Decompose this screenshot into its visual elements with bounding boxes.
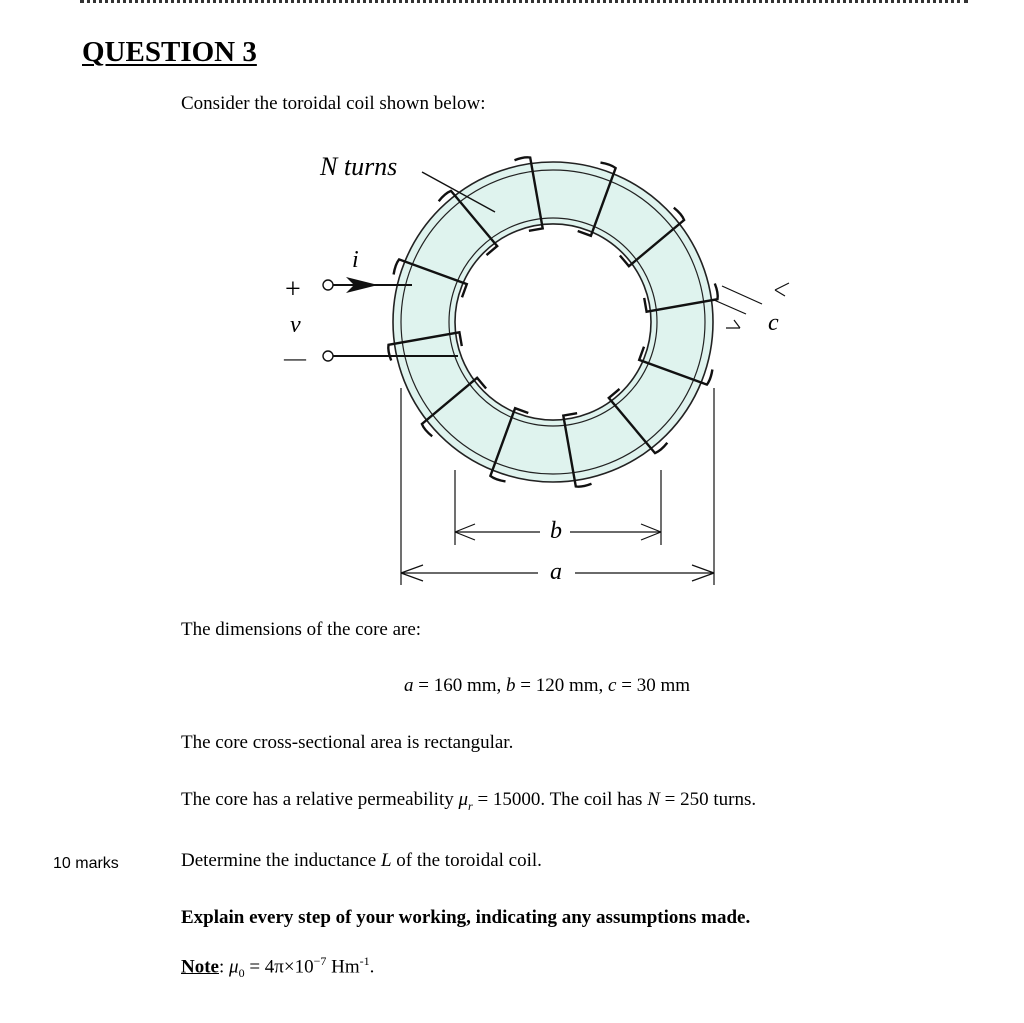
- dim-c-line-2: [714, 300, 746, 314]
- dim-a-label: a: [550, 559, 562, 585]
- dim-c-value: = 30 mm: [616, 675, 691, 696]
- mu0-unit-exponent: -1: [359, 954, 370, 968]
- dim-c-line-1: [722, 286, 762, 304]
- dim-b-symbol: b: [506, 675, 516, 696]
- dim-c-label: c: [768, 310, 779, 336]
- cross-section-text: The core cross-sectional area is rectangular.: [181, 732, 514, 753]
- l-symbol: L: [380, 850, 392, 871]
- instruction-text: Explain every step of your working, indicating any assumptions made.: [181, 907, 751, 928]
- dim-a-value: = 160 mm,: [413, 675, 507, 696]
- mu-r-value: = 15000: [472, 789, 541, 810]
- mu0-exponent: −7: [313, 954, 327, 968]
- marks-label: 10 marks: [53, 855, 119, 872]
- toroid-figure: [270, 140, 810, 600]
- toroid-core: [393, 162, 713, 482]
- note-end: .: [369, 956, 375, 978]
- question-title: QUESTION 3: [82, 36, 257, 68]
- note-colon: :: [218, 956, 230, 978]
- permeability-prefix: The core has a relative permeability: [181, 789, 459, 810]
- n-value: = 250 turns.: [659, 789, 757, 810]
- plus-label: +: [285, 274, 301, 305]
- mu0-subscript: 0: [238, 966, 245, 981]
- mu0-unit: Hm: [326, 956, 360, 978]
- current-label: i: [352, 247, 359, 273]
- task-prefix: Determine the inductance: [181, 850, 381, 871]
- dim-c-arrow-1: [775, 283, 789, 296]
- terminal-bottom: [323, 351, 333, 361]
- task-suffix: of the toroidal coil.: [391, 850, 542, 871]
- top-dotted-rule: [80, 0, 968, 3]
- dim-c-arrow-2: [726, 320, 740, 328]
- mu-r-symbol: μ: [458, 789, 469, 810]
- note-label: Note: [181, 956, 219, 978]
- dimensions-intro: The dimensions of the core are:: [181, 619, 422, 640]
- minus-label: —: [284, 345, 306, 370]
- permeability-middle: . The coil has: [540, 789, 648, 810]
- terminal-top: [323, 280, 333, 290]
- dim-c-symbol: c: [608, 675, 617, 696]
- mu0-symbol: μ: [229, 956, 239, 978]
- mu0-value: = 4π×10: [244, 956, 314, 978]
- n-turns-label: N turns: [320, 152, 398, 181]
- dim-b-value: = 120 mm,: [515, 675, 609, 696]
- dim-b-label: b: [550, 518, 562, 544]
- mu-r-subscript: r: [468, 798, 473, 813]
- task-text: [181, 850, 542, 872]
- dim-a-symbol: a: [403, 675, 414, 696]
- dimensions-values: [0, 675, 1024, 697]
- intro-text: Consider the toroidal coil shown below:: [181, 93, 486, 114]
- voltage-label: v: [290, 312, 301, 338]
- note-text: [181, 954, 374, 981]
- n-symbol: N: [647, 789, 660, 810]
- permeability-text: [181, 789, 756, 814]
